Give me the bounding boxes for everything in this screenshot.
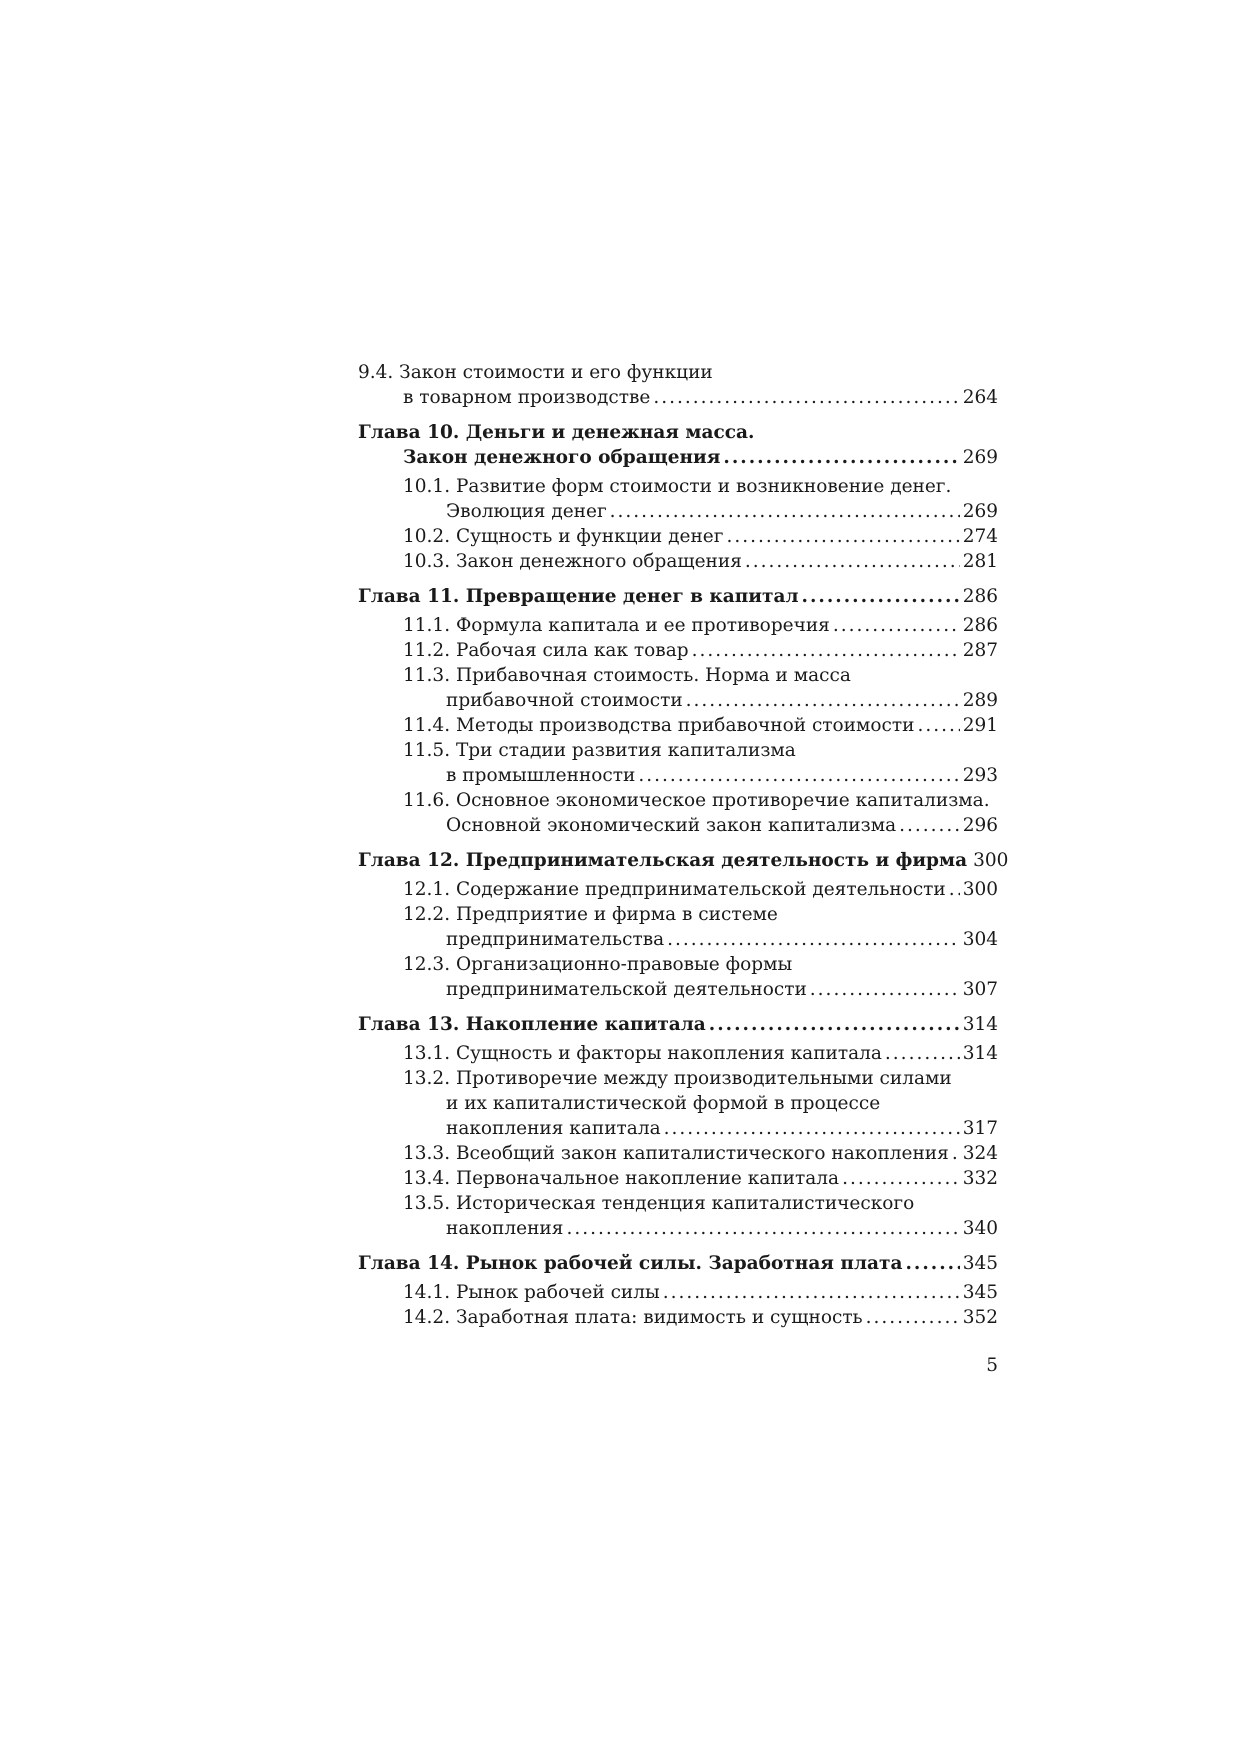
toc-entry-title-cont: прибавочной стоимости bbox=[446, 690, 683, 711]
toc-entry-title-cont: в товарном производстве bbox=[403, 387, 651, 408]
leader-dots bbox=[905, 1251, 959, 1276]
chapter-title: Глава 10. Деньги и денежная масса. bbox=[358, 422, 755, 443]
toc-entry-title: 14.1. Рынок рабочей силы bbox=[403, 1282, 660, 1303]
leader-dots bbox=[610, 499, 960, 524]
leader-dots bbox=[692, 638, 960, 663]
toc-entry-title: 10.1. Развитие форм стоимости и возникновение денег. bbox=[403, 476, 952, 497]
chapter-page: 345 bbox=[962, 1253, 998, 1274]
table-of-contents bbox=[358, 360, 1009, 1330]
toc-entry-title-cont: и их капиталистической формой в процессе bbox=[446, 1093, 881, 1114]
toc-entry-title-cont: предпринимательской деятельности bbox=[446, 979, 807, 1000]
toc-entry-page: 286 bbox=[962, 615, 998, 636]
toc-entry-page: 289 bbox=[962, 690, 998, 711]
toc-subsections-10 bbox=[358, 474, 998, 574]
toc-entry-title-cont: в промышленности bbox=[446, 765, 636, 786]
leader-dots bbox=[667, 927, 960, 952]
chapter-title: Глава 14. Рынок рабочей силы. Заработная плата bbox=[358, 1253, 903, 1274]
toc-entry-page: 300 bbox=[962, 879, 998, 900]
toc-entry-title: 13.3. Всеобщий закон капиталистического накопления bbox=[403, 1143, 949, 1164]
leader-dots bbox=[917, 713, 959, 738]
toc-entry-page: 304 bbox=[962, 929, 998, 950]
toc-entry-title: 11.1. Формула капитала и ее противоречия bbox=[403, 615, 830, 636]
toc-chapter-10 bbox=[358, 420, 998, 470]
toc-entry-title-cont: Основной экономический закон капитализма bbox=[446, 815, 897, 836]
leader-dots bbox=[949, 877, 960, 902]
chapter-page: 300 bbox=[973, 850, 1009, 871]
toc-chapter-11 bbox=[358, 584, 998, 609]
toc-entry-page: 274 bbox=[962, 526, 998, 547]
toc-subsections-14 bbox=[358, 1280, 998, 1330]
toc-entry-page: 291 bbox=[962, 715, 998, 736]
leader-dots bbox=[899, 813, 960, 838]
leader-dots bbox=[833, 613, 960, 638]
leader-dots bbox=[842, 1166, 960, 1191]
toc-entry-title: 13.5. Историческая тенденция капиталистического bbox=[403, 1193, 915, 1214]
leader-dots bbox=[686, 688, 960, 713]
toc-entry-title: 11.6. Основное экономическое противоречие капитализма. bbox=[403, 790, 990, 811]
chapter-page: 269 bbox=[962, 447, 998, 468]
toc-chapter-12 bbox=[358, 848, 1009, 873]
leader-dots bbox=[802, 584, 960, 609]
toc-entry-page: 340 bbox=[962, 1218, 998, 1239]
toc-entry-page: 296 bbox=[962, 815, 998, 836]
toc-chapter-14 bbox=[358, 1251, 998, 1276]
leader-dots bbox=[663, 1280, 960, 1305]
chapter-title: Глава 12. Предпринимательская деятельность и фирма bbox=[358, 850, 968, 871]
toc-entry-page: 314 bbox=[962, 1043, 998, 1064]
leader-dots bbox=[810, 977, 960, 1002]
leader-dots bbox=[745, 549, 960, 574]
toc-entry-title: 12.1. Содержание предпринимательской деятельности bbox=[403, 879, 946, 900]
toc-entry-title: 13.1. Сущность и факторы накопления капитала bbox=[403, 1043, 882, 1064]
toc-subsections-13 bbox=[358, 1041, 998, 1241]
toc-entry-page: 264 bbox=[962, 387, 998, 408]
toc-entry-page: 281 bbox=[962, 551, 998, 572]
toc-entry-title: 13.2. Противоречие между производительными силами bbox=[403, 1068, 952, 1089]
toc-chapter-13 bbox=[358, 1012, 998, 1037]
toc-entry-title: 14.2. Заработная плата: видимость и сущность bbox=[403, 1307, 863, 1328]
toc-entry-title: 11.2. Рабочая сила как товар bbox=[403, 640, 689, 661]
toc-subsections-12 bbox=[358, 877, 998, 1002]
leader-dots bbox=[723, 445, 959, 470]
toc-entry-title-cont: накопления bbox=[446, 1218, 564, 1239]
leader-dots bbox=[638, 763, 959, 788]
leader-dots bbox=[566, 1216, 959, 1241]
toc-entry-page: 293 bbox=[962, 765, 998, 786]
leader-dots bbox=[653, 385, 959, 410]
toc-entry-title: 11.5. Три стадии развития капитализма bbox=[403, 740, 796, 761]
toc-entry-page: 307 bbox=[962, 979, 998, 1000]
leader-dots bbox=[866, 1305, 960, 1330]
leader-dots bbox=[664, 1116, 960, 1141]
toc-entry-page: 352 bbox=[962, 1307, 998, 1328]
toc-entry-page: 324 bbox=[962, 1143, 998, 1164]
toc-entry-page: 317 bbox=[962, 1118, 998, 1139]
chapter-page: 286 bbox=[962, 586, 998, 607]
toc-entry-title: 10.3. Закон денежного обращения bbox=[403, 551, 742, 572]
toc-entry-title-cont: накопления капитала bbox=[446, 1118, 661, 1139]
leader-dots bbox=[726, 524, 959, 549]
toc-entry-page: 269 bbox=[962, 501, 998, 522]
leader-dots bbox=[709, 1012, 960, 1037]
leader-dots bbox=[885, 1041, 960, 1066]
toc-entry-page: 332 bbox=[962, 1168, 998, 1189]
toc-subsections-11 bbox=[358, 613, 998, 838]
page-number: 5 bbox=[986, 1355, 998, 1376]
chapter-title: Глава 11. Превращение денег в капитал bbox=[358, 586, 799, 607]
toc-entry-title: 9.4. Закон стоимости и его функции bbox=[358, 362, 713, 383]
toc-entry-title: 11.4. Методы производства прибавочной стоимости bbox=[403, 715, 915, 736]
leader-dots bbox=[952, 1141, 960, 1166]
toc-entry-page: 287 bbox=[962, 640, 998, 661]
toc-entry-9-4 bbox=[358, 360, 998, 410]
toc-entry-title: 11.3. Прибавочная стоимость. Норма и масса bbox=[403, 665, 851, 686]
toc-entry-title: 10.2. Сущность и функции денег bbox=[403, 526, 724, 547]
chapter-title: Глава 13. Накопление капитала bbox=[358, 1014, 706, 1035]
toc-entry-title: 12.2. Предприятие и фирма в системе bbox=[403, 904, 778, 925]
toc-entry-title: 13.4. Первоначальное накопление капитала bbox=[403, 1168, 840, 1189]
toc-entry-title-cont: предпринимательства bbox=[446, 929, 665, 950]
toc-entry-title-cont: Эволюция денег bbox=[446, 501, 607, 522]
chapter-title-cont: Закон денежного обращения bbox=[403, 447, 721, 468]
chapter-page: 314 bbox=[962, 1014, 998, 1035]
toc-entry-title: 12.3. Организационно-правовые формы bbox=[403, 954, 793, 975]
toc-entry-page: 345 bbox=[962, 1282, 998, 1303]
